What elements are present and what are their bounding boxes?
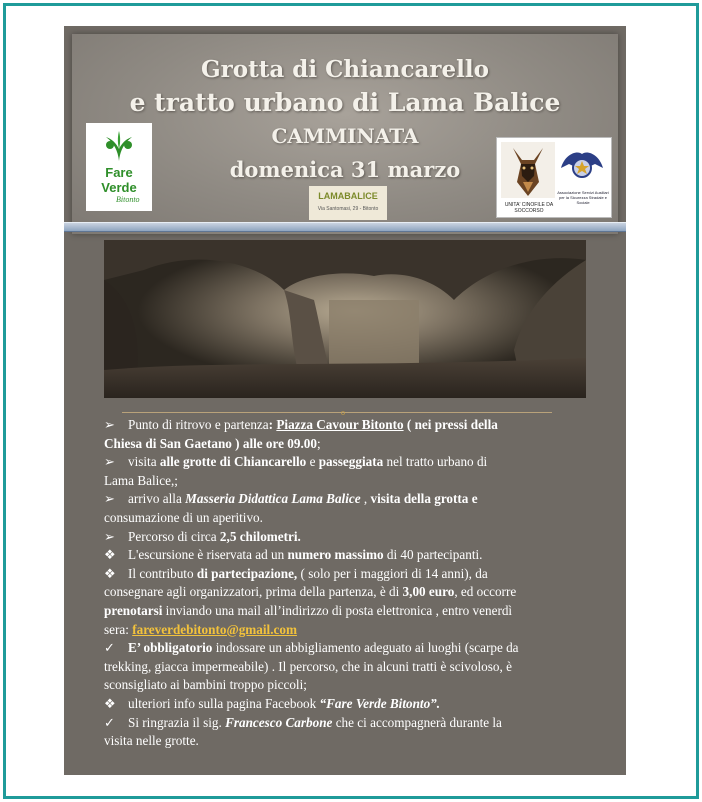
check-bullet-icon: ✓	[104, 714, 116, 730]
diamond-bullet-icon: ❖	[104, 565, 116, 581]
meeting-place: Piazza Cavour Bitonto	[276, 417, 404, 432]
detail-meeting-point: ➢ Punto di ritrovo e partenza: Piazza Cavour Bitonto ( nei pressi della	[104, 416, 609, 435]
detail-booking: prenotarsi inviando una mail all’indirizzo di posta elettronica , entro venerdì	[104, 602, 513, 618]
fare-verde-word-3: Bitonto	[116, 195, 140, 204]
detail-fee-cont: consegnare agli organizzatori, prima della partenza, è di 3,00 euro, ed occorre	[104, 584, 517, 600]
cave-photo	[104, 240, 586, 398]
arrow-bullet-icon: ➢	[104, 528, 116, 544]
fare-verde-word-2: Verde	[101, 180, 137, 195]
detail-facebook: ❖ ulteriori info sulla pagina Facebook “Fare Verde Bitonto”.	[104, 695, 609, 714]
detail-fee: ❖ Il contributo di partecipazione, ( solo per i maggiori di 14 anni), da	[104, 565, 609, 584]
event-details	[104, 416, 609, 751]
detail-email: sera: fareverdebitonto@gmail.com	[104, 621, 297, 637]
association-caption: Associazione Servizi Ausiliari per la Sicurezza Stradale e Sociale	[557, 190, 609, 205]
content-divider	[122, 412, 552, 413]
detail-clothing-cont-2: sconsigliato ai bambini troppo piccoli;	[104, 677, 307, 693]
arrow-bullet-icon: ➢	[104, 417, 116, 432]
dog-icon	[501, 142, 555, 198]
title-line-3: CAMMINATA	[271, 124, 419, 148]
divider-ornament: o	[341, 408, 345, 417]
unita-cinofile-logo	[496, 137, 612, 218]
detail-visit: ➢ visita alle grotte di Chiancarello e passeggiata nel tratto urbano di	[104, 453, 609, 472]
detail-arrival-cont: consumazione di un aperitivo.	[104, 509, 263, 525]
detail-thanks-cont: visita nelle grotte.	[104, 733, 199, 749]
lama-balice-address: Via Santomasi, 29 - Bitonto	[317, 206, 379, 212]
title-line-2: e tratto urbano di Lama Balice	[129, 88, 561, 117]
header-separator-bar	[64, 222, 626, 232]
poster	[64, 26, 626, 775]
diamond-bullet-icon: ❖	[104, 547, 116, 563]
diamond-bullet-icon: ❖	[104, 695, 116, 711]
fare-verde-word-1: Fare	[105, 165, 133, 180]
arrow-bullet-icon: ➢	[104, 491, 116, 507]
detail-meeting-time: Chiesa di San Gaetano ) alle ore 09.00;	[104, 435, 321, 451]
lama-balice-logo	[309, 186, 387, 220]
arrow-bullet-icon: ➢	[104, 454, 116, 470]
detail-clothing: ✓ E’ obbligatorio indossare un abbigliamento adeguato ai luoghi (scarpe da	[104, 639, 609, 658]
lama-balice-name: LAMABALICE	[318, 191, 378, 201]
title-line-4: domenica 31 marzo	[229, 157, 461, 182]
association-badge-icon	[557, 144, 607, 194]
detail-visit-cont: Lama Balice,;	[104, 472, 178, 488]
email-link[interactable]: fareverdebitonto@gmail.com	[132, 621, 297, 637]
detail-max-participants: ❖ L'escursione è riservata ad un numero massimo di 40 partecipanti.	[104, 546, 609, 565]
detail-clothing-cont: trekking, giacca impermeabile) . Il percorso, che in alcuni tratti è scivoloso, è	[104, 658, 512, 674]
detail-arrival: ➢ arrivo alla Masseria Didattica Lama Balice , visita della grotta e	[104, 490, 609, 509]
title-line-1: Grotta di Chiancarello	[201, 56, 489, 83]
unita-cinofile-caption: UNITA' CINOFILE DA SOCCORSO	[504, 202, 554, 214]
leaf-icon	[100, 129, 138, 163]
detail-distance: ➢ Percorso di circa 2,5 chilometri.	[104, 528, 609, 547]
fare-verde-logo	[86, 123, 152, 211]
check-bullet-icon: ✓	[104, 640, 116, 656]
detail-thanks: ✓ Si ringrazia il sig. Francesco Carbone che ci accompagnerà durante la	[104, 714, 609, 733]
